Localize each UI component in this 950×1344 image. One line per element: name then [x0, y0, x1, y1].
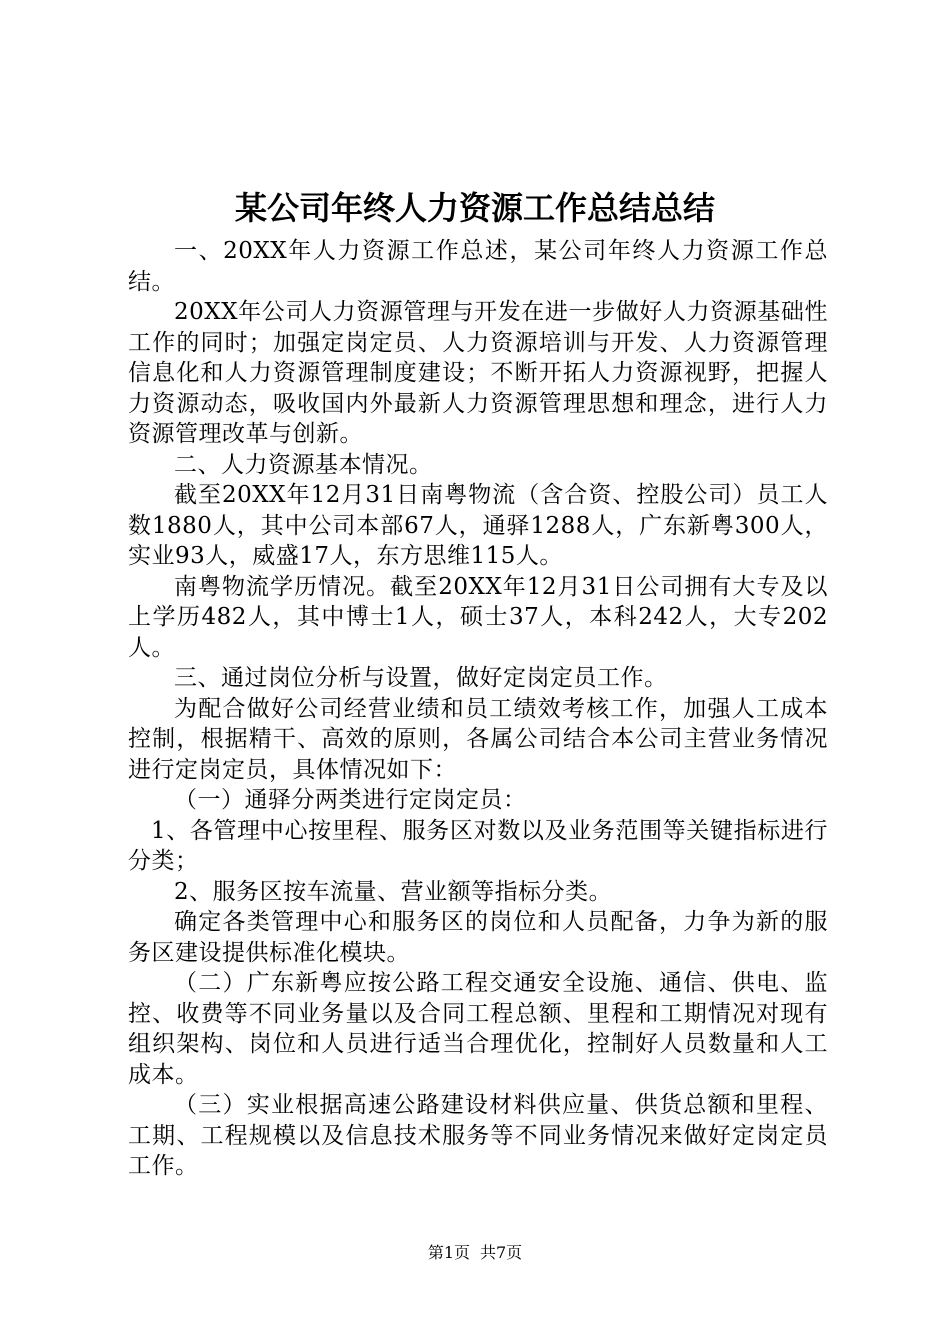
paragraph-3: 二、人力资源基本情况。 [174, 451, 433, 478]
paragraph-11: 确定各类管理中心和服务区的岗位和人员配备，力争为新的服务区建设提供标准化模块。 [128, 909, 828, 966]
paragraph-6: 三、通过岗位分析与设置，做好定岗定员工作。 [174, 665, 668, 691]
page-total: 共7页 [480, 1243, 523, 1262]
page-number: 第1页 [427, 1243, 470, 1262]
paragraph-9: 1、各管理中心按里程、服务区对数以及业务范围等关键指标进行分类； [128, 817, 828, 874]
document-body [128, 236, 828, 1182]
page-footer [0, 1243, 950, 1263]
document-title: 某公司年终人力资源工作总结总结 [234, 189, 715, 227]
paragraph-1: 一、20XX年人力资源工作总述，某公司年终人力资源工作总结。 [128, 238, 828, 295]
paragraph-5: 南粤物流学历情况。截至20XX年12月31日公司拥有大专及以上学历482人，其中博士1人，硕士37人，本科242人，大专202人。 [128, 573, 828, 661]
paragraph-10: 2、服务区按车流量、营业额等指标分类。 [174, 878, 613, 905]
paragraph-12: （二）广东新粤应按公路工程交通安全设施、通信、供电、监控、收费等不同业务量以及合同工程总额、里程和工期情况对现有组织架构、岗位和人员进行适当合理优化，控制好人员数量和人工成本。 [128, 970, 828, 1088]
paragraph-8: （一）通驿分两类进行定岗定员： [174, 787, 527, 813]
paragraph-2: 20XX年公司人力资源管理与开发在进一步做好人力资源基础性工作的同时；加强定岗定员、人力资源培训与开发、人力资源管理信息化和人力资源管理制度建设；不断开拓人力资源视野，把握人力资源动态，吸收国内外最新人力资源管理思想和理念，进行人力资源管理改革与创新。 [128, 299, 828, 447]
paragraph-13: （三）实业根据高速公路建设材料供应量、供货总额和里程、工期、工程规模以及信息技术服务等不同业务情况来做好定岗定员工作。 [128, 1092, 828, 1179]
paragraph-7: 为配合做好公司经营业绩和员工绩效考核工作，加强人工成本控制，根据精干、高效的原则，各属公司结合本公司主营业务情况进行定岗定员，具体情况如下： [128, 695, 828, 783]
paragraph-4: 截至20XX年12月31日南粤物流（含合资、控股公司）员工人数1880人，其中公司本部67人，通驿1288人，广东新粤300人，实业93人，威盛17人，东方思维115人。 [128, 482, 828, 569]
